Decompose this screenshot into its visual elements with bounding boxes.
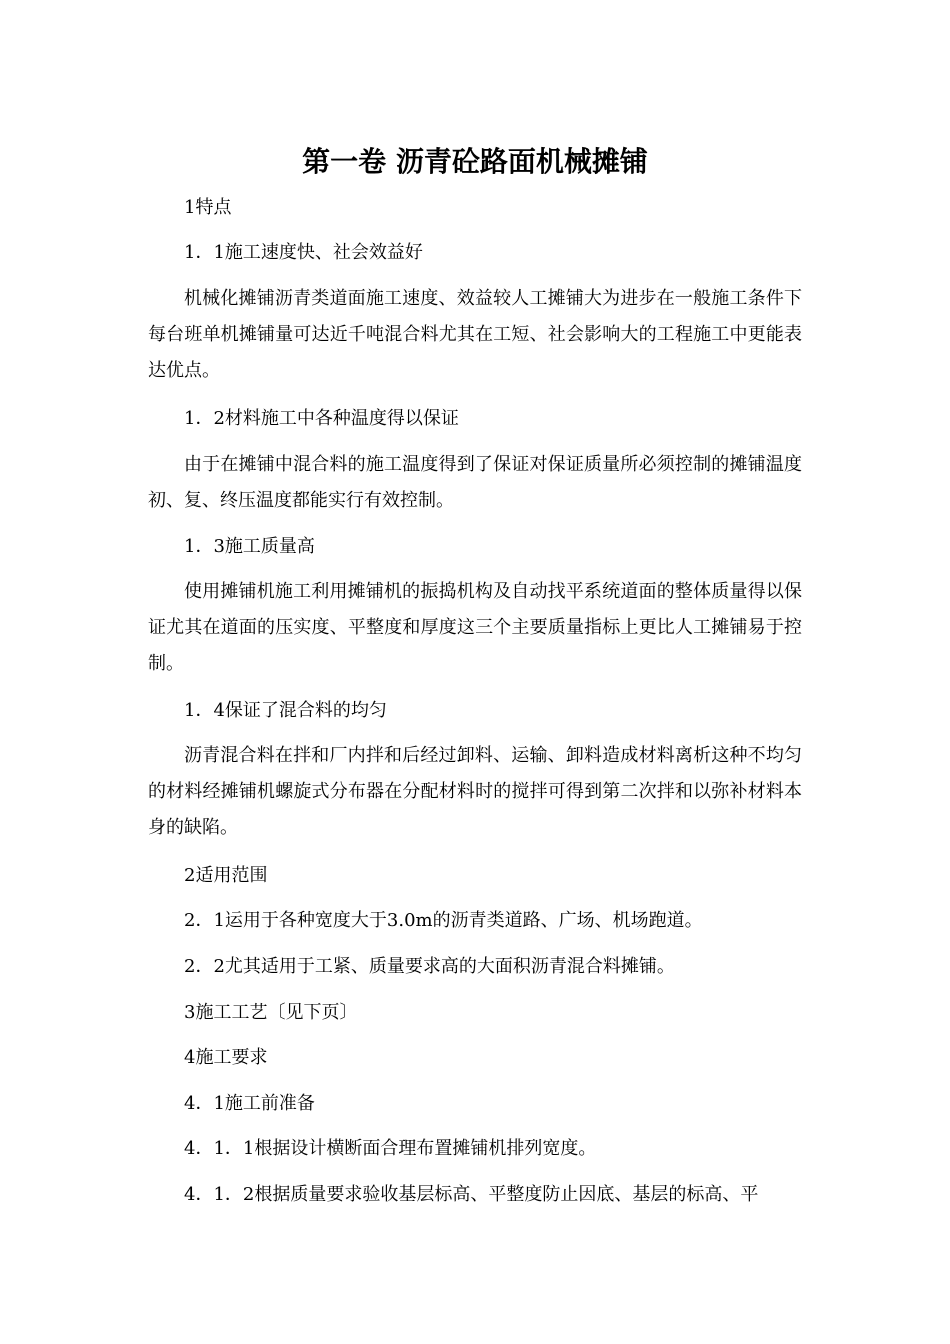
document-title: 第一卷 沥青砼路面机械摊铺 xyxy=(302,145,648,178)
section-heading-4: 4施工要求 xyxy=(184,1047,268,1068)
subsection-heading-4-1-2: 4．1．2根据质量要求验收基层标高、平整度防止因底、基层的标高、平 xyxy=(184,1184,759,1205)
subsection-heading-2-2: 2．2尤其适用于工紧、质量要求高的大面积沥青混合料摊铺。 xyxy=(184,956,675,977)
section-heading-2: 2适用范围 xyxy=(184,865,268,886)
subsection-heading-1-2: 1．2材料施工中各种温度得以保证 xyxy=(184,408,459,429)
subsection-heading-1-1: 1．1施工速度快、社会效益好 xyxy=(184,242,423,263)
paragraph-1-4: 沥青混合料在拌和厂内拌和后经过卸料、运输、卸料造成材料离析这种不均匀的材料经摊铺机螺旋式分布器在分配材料时的搅拌可得到第二次拌和以弥补材料本身的缺陷。 xyxy=(148,745,802,838)
section-heading-1: 1特点 xyxy=(184,197,232,218)
paragraph-1-2: 由于在摊铺中混合料的施工温度得到了保证对保证质量所必须控制的摊铺温度初、复、终压温度都能实行有效控制。 xyxy=(148,454,802,511)
subsection-heading-2-1: 2．1运用于各种宽度大于3.0m的沥青类道路、广场、机场跑道。 xyxy=(184,910,703,931)
paragraph-1-3: 使用摊铺机施工利用摊铺机的振捣机构及自动找平系统道面的整体质量得以保证尤其在道面的压实度、平整度和厚度这三个主要质量指标上更比人工摊铺易于控制。 xyxy=(148,581,802,674)
subsection-heading-4-1-1: 4．1．1根据设计横断面合理布置摊铺机排列宽度。 xyxy=(184,1138,597,1159)
subsection-heading-1-4: 1．4保证了混合料的均匀 xyxy=(184,700,387,721)
subsection-heading-1-3: 1．3施工质量高 xyxy=(184,536,315,557)
subsection-heading-4-1: 4．1施工前准备 xyxy=(184,1093,315,1114)
paragraph-1-1: 机械化摊铺沥青类道面施工速度、效益较人工摊铺大为进步在一般施工条件下每台班单机摊铺量可达近千吨混合料尤其在工短、社会影响大的工程施工中更能表达优点。 xyxy=(148,288,802,381)
section-heading-3: 3施工工艺〔见下页〕 xyxy=(184,1002,358,1023)
